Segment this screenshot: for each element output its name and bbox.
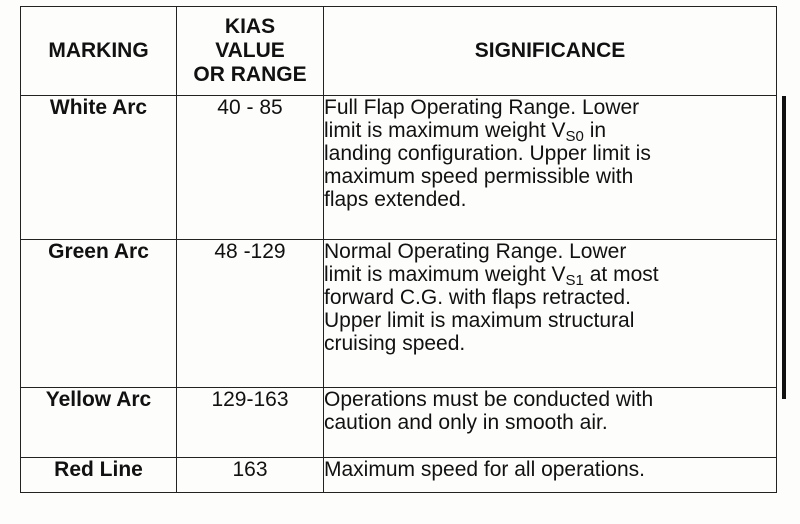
header-kias-line: KIAS — [224, 15, 276, 38]
table-row-green-arc — [21, 240, 777, 388]
significance-line: landing configuration. Upper limit is — [324, 142, 651, 165]
significance-line: forward C.G. with flaps retracted. — [324, 286, 631, 309]
significance-line: Normal Operating Range. Lower — [324, 240, 627, 263]
header-kias-value — [177, 7, 324, 96]
kias-value-cell: 40 - 85 — [177, 96, 324, 240]
header-significance: SIGNIFICANCE — [324, 7, 777, 96]
marking-cell: Red Line — [21, 458, 177, 493]
kias-value-cell: 163 — [177, 458, 324, 493]
table-row-white-arc — [21, 96, 777, 240]
significance-line: caution and only in smooth air. — [324, 411, 608, 434]
table-header-row — [21, 7, 777, 96]
header-marking: MARKING — [21, 7, 177, 96]
significance-text: limit is maximum weight V — [324, 263, 566, 286]
significance-line — [324, 263, 776, 289]
significance-line: Full Flap Operating Range. Lower — [324, 96, 640, 119]
marking-cell: White Arc — [21, 96, 177, 240]
significance-cell — [324, 240, 777, 388]
table-row-red-line — [21, 458, 777, 493]
significance-line: Upper limit is maximum structural — [324, 309, 635, 332]
kias-value-cell: 48 -129 — [177, 240, 324, 388]
significance-line: flaps extended. — [324, 188, 467, 211]
speed-subscript: S0 — [565, 128, 584, 145]
header-kias-line: OR RANGE — [193, 63, 307, 86]
revision-change-bar — [782, 96, 786, 399]
significance-text: at most — [583, 263, 659, 286]
significance-line: cruising speed. — [324, 332, 466, 355]
significance-text: in — [583, 119, 607, 142]
significance-line: Maximum speed for all operations. — [324, 458, 645, 481]
table-row-yellow-arc — [21, 388, 777, 458]
significance-cell — [324, 96, 777, 240]
significance-cell — [324, 458, 777, 493]
speed-subscript: S1 — [565, 272, 584, 289]
significance-line: Operations must be conducted with — [324, 388, 654, 411]
significance-text: limit is maximum weight V — [324, 119, 566, 142]
marking-cell: Yellow Arc — [21, 388, 177, 458]
kias-value-cell: 129-163 — [177, 388, 324, 458]
header-kias-line: VALUE — [215, 39, 285, 62]
significance-cell — [324, 388, 777, 458]
marking-cell: Green Arc — [21, 240, 177, 388]
significance-line: maximum speed permissible with — [324, 165, 634, 188]
airspeed-markings-table — [20, 6, 777, 493]
significance-line — [324, 119, 776, 145]
